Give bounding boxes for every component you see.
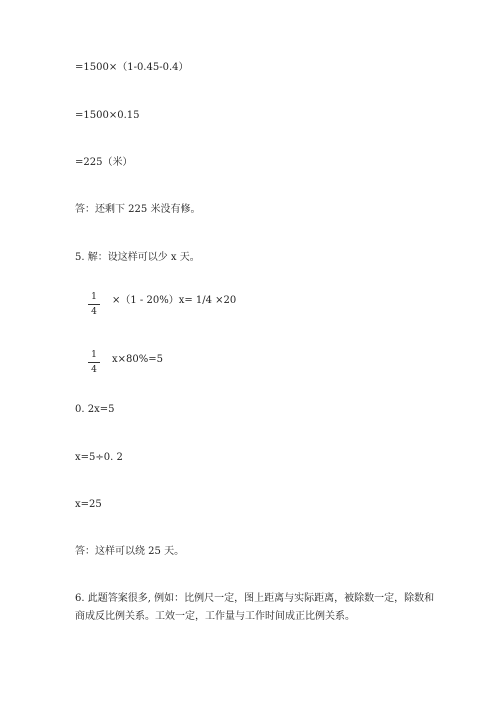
fraction-numerator: 1 [91,350,97,360]
line-10: x=25 [75,499,102,510]
problem-5-heading: 5. 解：设这样可以少 x 天。 [75,252,200,263]
equation-2-rest: x×80%=5 [112,354,163,365]
answer-4: 答：还剩下 225 米没有修。 [75,204,201,215]
equation-2-fraction [88,350,100,375]
line-8: 0. 2x=5 [75,404,115,415]
fraction-denominator: 4 [91,307,97,317]
fraction-bar [88,362,100,363]
problem-6-paragraph: 6. 此题答案很多, 例如：比例尺一定，图上距离与实际距离，被除数一定，除数和商成反比例关系。工效一定，工作量与工作时间成正比例关系。 [75,593,435,622]
line-3: =225（米） [75,157,133,168]
line-1: =1500×（1-0.45-0.4） [75,62,189,73]
fraction-denominator: 4 [91,365,97,375]
line-9: x=5÷0. 2 [75,452,123,463]
equation-1-rest: ×（1 - 20%）x= 1/4 ×20 [112,295,237,306]
answer-11: 答：这样可以绕 25 天。 [75,546,185,557]
line-2: =1500×0.15 [75,110,140,121]
equation-1-fraction [88,292,100,317]
fraction-numerator: 1 [91,292,97,302]
fraction-bar [88,304,100,305]
